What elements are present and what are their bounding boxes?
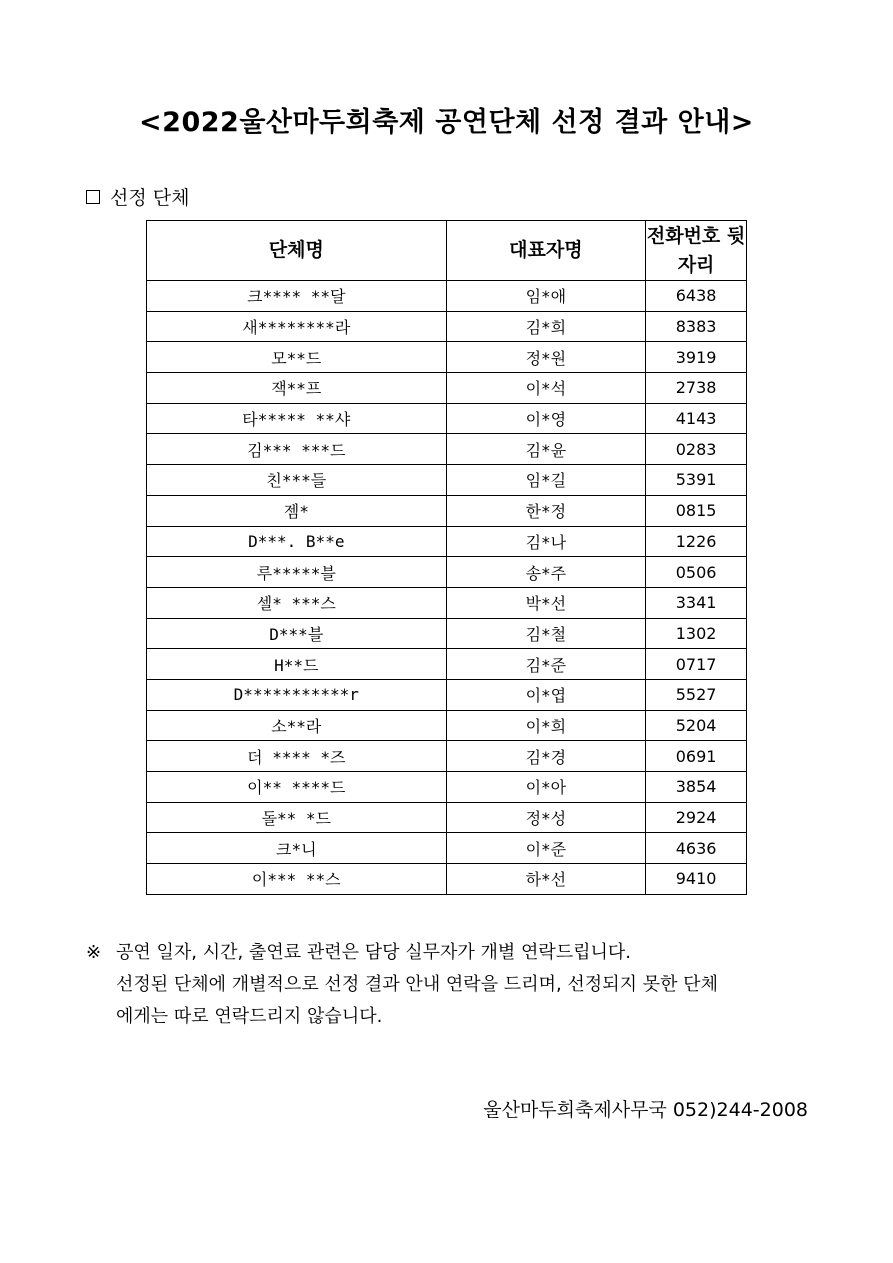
cell-representative: 임*길 — [446, 465, 646, 496]
table-row — [147, 557, 747, 588]
note-mark: ※ — [86, 942, 102, 963]
cell-group-name: 돌** *드 — [147, 802, 447, 833]
cell-group-name: 모**드 — [147, 342, 447, 373]
table-row — [147, 772, 747, 803]
table-row — [147, 649, 747, 680]
table-row — [147, 526, 747, 557]
cell-representative: 김*나 — [446, 526, 646, 557]
footer-contact: 울산마두희축제사무국 052)244-2008 — [483, 1099, 808, 1121]
cell-phone: 4636 — [646, 833, 747, 864]
note-line-3: 에게는 따로 연락드리지 않습니다. — [116, 1006, 383, 1027]
table-row — [147, 495, 747, 526]
cell-representative: 한*정 — [446, 495, 646, 526]
cell-representative: 이*엽 — [446, 679, 646, 710]
cell-representative: 이*준 — [446, 833, 646, 864]
table-row — [147, 311, 747, 342]
cell-group-name: 크**** **달 — [147, 281, 447, 312]
cell-representative: 김*윤 — [446, 434, 646, 465]
cell-representative: 임*애 — [446, 281, 646, 312]
cell-phone: 2924 — [646, 802, 747, 833]
cell-group-name: H**드 — [147, 649, 447, 680]
cell-representative: 이*영 — [446, 403, 646, 434]
cell-representative: 정*성 — [446, 802, 646, 833]
header-group-name: 단체명 — [147, 221, 447, 281]
cell-representative: 이*아 — [446, 772, 646, 803]
cell-phone: 3341 — [646, 587, 747, 618]
cell-phone: 2738 — [646, 373, 747, 404]
cell-phone: 1302 — [646, 618, 747, 649]
cell-group-name: D***. B**e — [147, 526, 447, 557]
cell-representative: 김*철 — [446, 618, 646, 649]
table-body — [147, 281, 747, 895]
cell-group-name: 잭**프 — [147, 373, 447, 404]
cell-group-name: 크*니 — [147, 833, 447, 864]
cell-phone: 5204 — [646, 710, 747, 741]
cell-representative: 이*석 — [446, 373, 646, 404]
section-heading — [86, 183, 189, 210]
cell-phone: 3854 — [646, 772, 747, 803]
cell-representative: 김*준 — [446, 649, 646, 680]
cell-phone: 0815 — [646, 495, 747, 526]
cell-representative: 박*선 — [446, 587, 646, 618]
cell-group-name: D***블 — [147, 618, 447, 649]
cell-phone: 4143 — [646, 403, 747, 434]
table-row — [147, 864, 747, 895]
cell-group-name: 루*****블 — [147, 557, 447, 588]
section-label: 선정 단체 — [110, 187, 190, 209]
table-row — [147, 281, 747, 312]
header-phone: 전화번호 뒷자리 — [646, 221, 747, 281]
notes — [86, 937, 816, 1033]
cell-group-name: 더 **** *즈 — [147, 741, 447, 772]
cell-representative: 하*선 — [446, 864, 646, 895]
header-representative: 대표자명 — [446, 221, 646, 281]
table-row — [147, 587, 747, 618]
cell-phone: 5391 — [646, 465, 747, 496]
table-row — [147, 342, 747, 373]
cell-group-name: 이*** **스 — [147, 864, 447, 895]
note-line-2: 선정된 단체에 개별적으로 선정 결과 안내 연락을 드리며, 선정되지 못한 단체 — [116, 974, 718, 995]
cell-representative: 이*희 — [446, 710, 646, 741]
cell-phone: 0717 — [646, 649, 747, 680]
cell-representative: 김*희 — [446, 311, 646, 342]
table-row — [147, 710, 747, 741]
cell-group-name: 새********라 — [147, 311, 447, 342]
cell-phone: 1226 — [646, 526, 747, 557]
table-row — [147, 679, 747, 710]
checkbox-icon — [86, 190, 100, 204]
cell-group-name: D***********r — [147, 679, 447, 710]
cell-phone: 8383 — [646, 311, 747, 342]
page-title: <2022울산마두희축제 공연단체 선정 결과 안내> — [139, 107, 754, 138]
note-line-1: 공연 일자, 시간, 출연료 관련은 담당 실무자가 개별 연락드립니다. — [116, 942, 632, 963]
cell-phone: 5527 — [646, 679, 747, 710]
cell-representative: 김*경 — [446, 741, 646, 772]
cell-phone: 0283 — [646, 434, 747, 465]
table-row — [147, 741, 747, 772]
table-row — [147, 802, 747, 833]
cell-phone: 0691 — [646, 741, 747, 772]
cell-representative: 정*원 — [446, 342, 646, 373]
cell-group-name: 김*** ***드 — [147, 434, 447, 465]
cell-group-name: 친***들 — [147, 465, 447, 496]
cell-representative: 송*주 — [446, 557, 646, 588]
cell-group-name: 소**라 — [147, 710, 447, 741]
cell-phone: 0506 — [646, 557, 747, 588]
cell-phone: 9410 — [646, 864, 747, 895]
results-table — [146, 220, 747, 895]
table-header-row — [147, 221, 747, 281]
table-row — [147, 403, 747, 434]
table-row — [147, 373, 747, 404]
table-row — [147, 618, 747, 649]
cell-phone: 3919 — [646, 342, 747, 373]
cell-group-name: 셀* ***스 — [147, 587, 447, 618]
table-row — [147, 465, 747, 496]
table-row — [147, 434, 747, 465]
cell-group-name: 이** ****드 — [147, 772, 447, 803]
table-row — [147, 833, 747, 864]
cell-phone: 6438 — [646, 281, 747, 312]
cell-group-name: 타***** **샤 — [147, 403, 447, 434]
cell-group-name: 젬* — [147, 495, 447, 526]
